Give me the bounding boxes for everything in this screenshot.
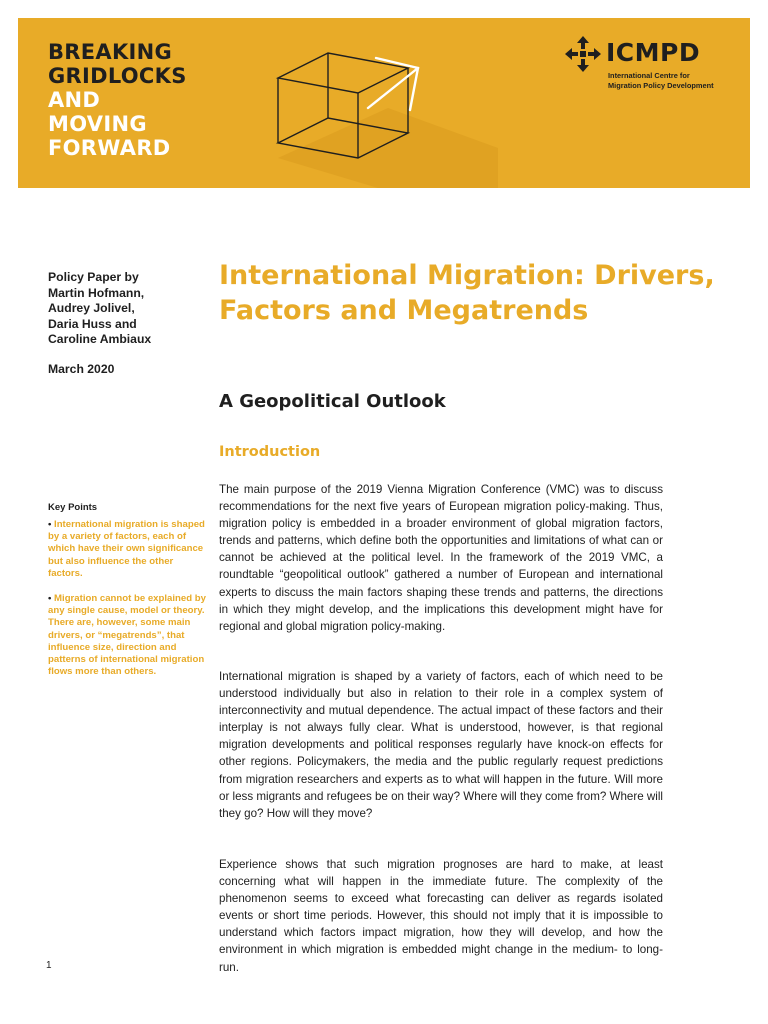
section-heading: Introduction: [219, 444, 321, 460]
banner-line: GRIDLOCKS: [48, 64, 187, 88]
key-points-title: Key Points: [48, 502, 98, 513]
banner-title: [48, 40, 187, 160]
banner-line: AND: [48, 88, 101, 112]
icmpd-arrows-icon: [563, 34, 603, 74]
author-block: [48, 270, 200, 376]
publication-date: March 2020: [48, 361, 115, 376]
logo-subtitle-line: International Centre for: [608, 71, 690, 80]
logo-subtitle-line: Migration Policy Development: [608, 81, 714, 90]
document-title: International Migration: Drivers, Factors and Megatrends: [219, 260, 715, 326]
body-paragraph: International migration is shaped by a variety of factors, each of which need to be understood individually but also in relation to their role in a complex system of interconnectivity and mutual dependence. The actual impact of these factors and their interplay is not always fully clear. What is understood, however, is that regional migration developments and political responses regularly have knock-on effects for other regions. Policymakers, the media and the public regularly request predictions from migration researchers and experts as to what will happen in the future. Will more or less migrants and refugees be on their way? Where will they come from? Where will they go? How will they move?: [219, 670, 663, 820]
header-banner: [18, 18, 750, 188]
body-paragraph: The main purpose of the 2019 Vienna Migration Conference (VMC) was to discuss recommendations for the next five years of European migration policy-making. Thus, migration policy is embedded in a broader environment of global migration factors, trends and patterns, which define both the opportunities and limitations of what can or cannot be achieved at the political level. In the framework of the 2019 VMC, a roundtable “geopolitical outlook” gathered a number of European and international experts to discuss the main factors shaping these trends and patterns, the directions in which they might develop, and the implications this development might have for regional and global migration policy-making.: [219, 483, 663, 633]
document-subtitle: A Geopolitical Outlook: [219, 391, 446, 412]
logo-subtitle: [608, 71, 714, 91]
page-number: 1: [46, 960, 52, 971]
logo-wordmark: ICMPD: [606, 38, 701, 67]
key-point: • International migration is shaped by a variety of factors, each of which have their own significance but also influence the other factors.: [48, 519, 205, 579]
body-paragraph: Experience shows that such migration prognoses are hard to make, at least concerning what will happen in the immediate future. The complexity of the phenomenon seems to exceed what forecasting can deliver as regards isolated events or short time periods. However, this should not imply that it is impossible to understand which factors impact migration, how they will develop, and how the environment in which migration is embedded might change in the medium- to long-run.: [219, 858, 663, 974]
banner-line: BREAKING: [48, 40, 173, 64]
key-point: • Migration cannot be explained by any single cause, model or theory. There are, however, some main drivers, or “megatrends”, that influence size, direction and patterns of international migration flows more than others.: [48, 593, 206, 678]
key-point-text: Migration cannot be explained by any single cause, model or theory. There are, however, some main drivers, or “megatrends”, that influence size, direction and patterns of international migration flows more than others.: [48, 593, 206, 678]
cube-arrow-icon: [258, 38, 498, 188]
authors: Policy Paper by Martin Hofmann, Audrey Jolivel, Daria Huss and Caroline Ambiaux: [48, 270, 152, 346]
key-point-text: International migration is shaped by a variety of factors, each of which have their own significance but also influence the other factors.: [48, 519, 205, 579]
banner-line: FORWARD: [48, 136, 171, 160]
banner-line: MOVING: [48, 112, 147, 136]
